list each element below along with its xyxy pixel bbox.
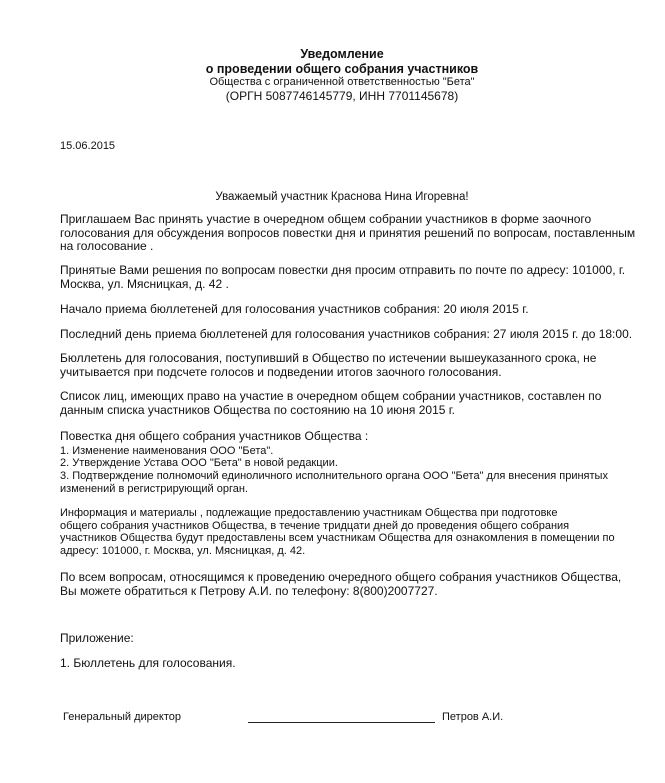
paragraph-participants-list: [60, 390, 635, 417]
paragraph-line: участников Общества будут предоставлены всем участникам Общества для ознакомления в помещении по: [60, 532, 615, 544]
agenda-item: 3. Подтверждение полномочий единоличного исполнительного органа ООО "Бета" для внесения принятых: [60, 470, 608, 483]
agenda-item-continuation: изменений в регистрирующий орган.: [60, 482, 248, 495]
paragraph-line: Последний день приема бюллетеней для голосования участников собрания: 27 июля 2015 г. до 18:00.: [60, 327, 633, 341]
company-name: Общества с ограниченной ответственностью "Бета": [209, 76, 475, 88]
document-subtitle: о проведении общего собрания участников: [205, 62, 479, 76]
paragraph-line: на голосование .: [60, 239, 154, 253]
paragraph-line: Вы можете обратиться к Петрову А.И. по телефону: 8(800)2007727.: [60, 583, 438, 598]
paragraph-line: Приглашаем Вас принять участие в очередном общем собрании участников в форме заочного: [60, 212, 592, 226]
paragraph-invitation: [60, 213, 635, 254]
paragraph-line: Принятые Вами решения по вопросам повестки дня просим отправить по почте по адресу: 101000, г.: [60, 263, 626, 277]
signature-line: [248, 722, 435, 723]
paragraph-line: адресу: 101000, г. Москва, ул. Мясницкая, д. 42.: [60, 544, 306, 557]
paragraph-materials: [60, 507, 635, 557]
paragraph-mail-address: [60, 264, 635, 291]
agenda-item: 2. Утверждение Устава ООО "Бета" в новой редакции.: [60, 457, 338, 470]
paragraph-line: учитывается при подсчете голосов и подведении итогов заочного голосования.: [60, 364, 502, 379]
agenda: [60, 430, 635, 496]
paragraph-line: По всем вопросам, относящимся к проведению очередного общего собрания участников Общества,: [60, 570, 622, 584]
document-title: Уведомление: [300, 47, 384, 61]
appendix-item: 1. Бюллетень для голосования.: [60, 656, 236, 670]
company-registration: (ОРГН 5087746145779, ИНН 7701145678): [225, 89, 459, 103]
paragraph-line: Начало приема бюллетеней для голосования участников собрания: 20 июля 2015 г.: [60, 302, 529, 316]
paragraph-line: голосования для обсуждения вопросов повестки дня и принятия решений по вопросам, поставленным: [60, 225, 636, 240]
signatory-name: Петров А.И.: [442, 711, 504, 723]
paragraph-line: Список лиц, имеющих право на участие в очередном общем собрании участников, составлен по: [60, 389, 602, 403]
paragraph-contacts: [60, 571, 635, 598]
appendix-heading: Приложение:: [60, 631, 134, 645]
paragraph-line: Информация и материалы , подлежащие предоставлению участникам Общества при подготовке: [60, 507, 558, 519]
paragraph-line: Бюллетень для голосования, поступивший в Общество по истечении вышеуказанного срока, не: [60, 351, 597, 365]
paragraph-line: данным списка участников Общества по состоянию на 10 июня 2015 г.: [60, 402, 456, 417]
paragraph-late-ballot: [60, 352, 635, 379]
greeting: Уважаемый участник Краснова Нина Игоревна!: [215, 191, 469, 203]
paragraph-last-day: [60, 328, 635, 342]
signatory-role: Генеральный директор: [63, 711, 181, 723]
agenda-heading: Повестка дня общего собрания участников Общества :: [60, 429, 369, 443]
paragraph-line: общего собрания участников Общества, в течение тридцати дней до проведения общего собрания: [60, 519, 570, 532]
agenda-item: 1. Изменение наименования ООО "Бета".: [60, 444, 274, 457]
document-date: 15.06.2015: [60, 140, 116, 152]
paragraph-start-date: [60, 303, 635, 317]
paragraph-line: Москва, ул. Мясницкая, д. 42 .: [60, 276, 229, 291]
